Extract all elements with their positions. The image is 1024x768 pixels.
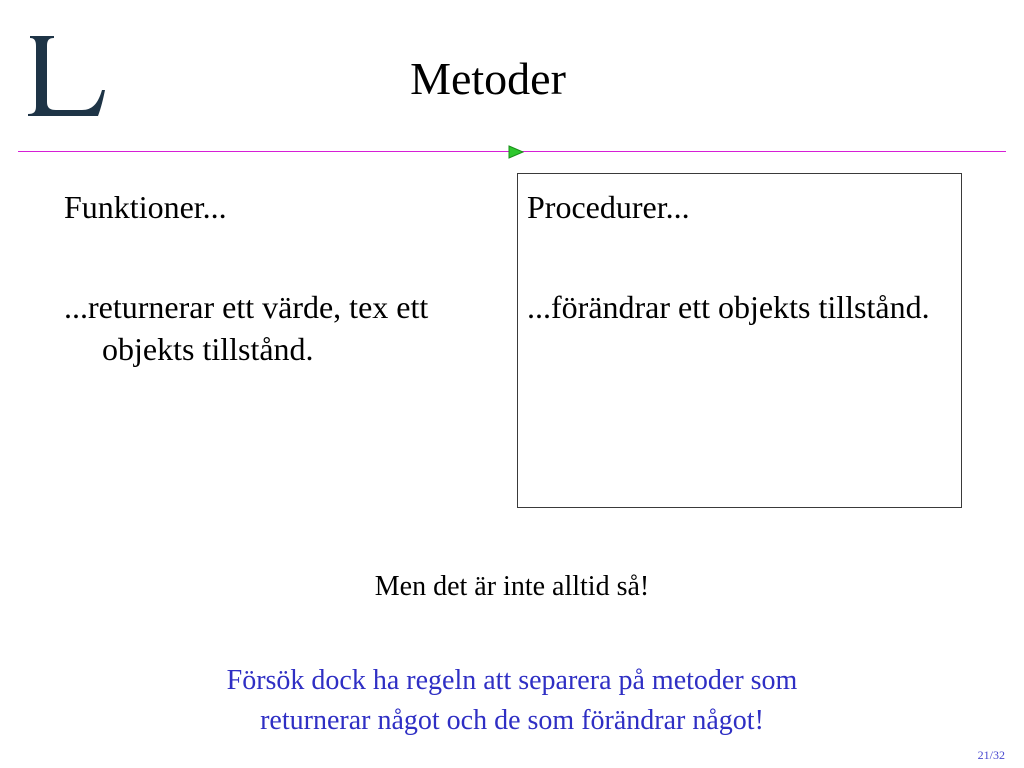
advice-line-1: Försök dock ha regeln att separera på metoder som — [226, 665, 798, 696]
functions-heading: Funktioner... — [64, 189, 227, 225]
green-arrow-icon[interactable] — [508, 145, 524, 159]
exception-note: Men det är inte alltid så! — [374, 571, 650, 602]
procedures-heading: Procedurer... — [527, 189, 690, 225]
advice-line-2: returnerar något och de som förändrar något! — [260, 705, 764, 736]
functions-column — [64, 186, 484, 370]
procedures-column — [527, 186, 947, 328]
functions-description: ...returnerar ett värde, tex ett objekts tillstånd. — [64, 289, 429, 367]
page-number: 21/32 — [977, 748, 1005, 762]
page-title: Metoder — [410, 53, 566, 104]
procedures-description: ...förändrar ett objekts tillstånd. — [527, 289, 930, 325]
advice-text — [0, 661, 1024, 741]
